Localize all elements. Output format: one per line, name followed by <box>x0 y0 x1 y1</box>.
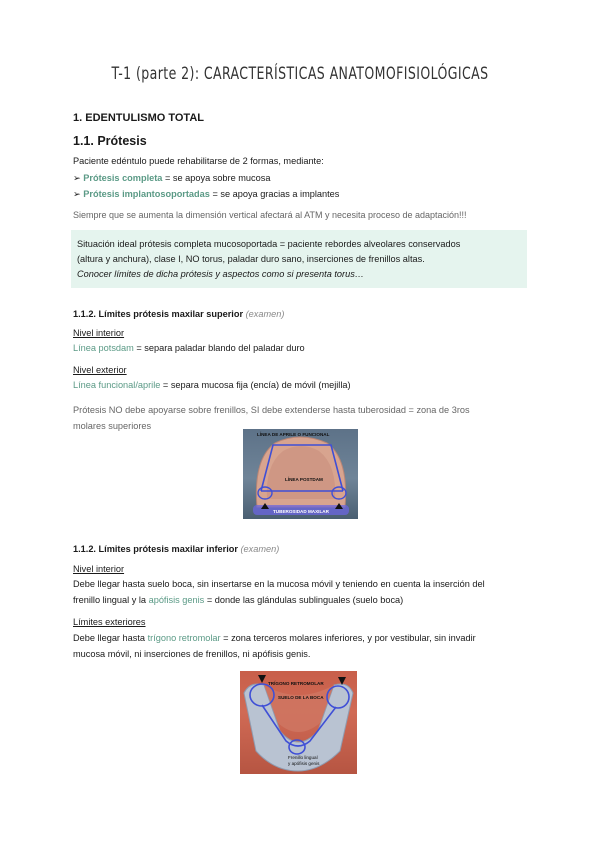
frenillos-note-line-2: molares superiores <box>73 421 152 431</box>
box-line-1: Situación ideal prótesis completa mucosoportada = paciente rebordes alveolares conservados <box>77 239 461 249</box>
bullet-protesis-implanto <box>73 188 339 200</box>
image-label-aprile: LÍNEA DE APRILE O FUNCIONAL <box>257 432 330 437</box>
nivel-interior-label: Nivel interior <box>73 328 125 338</box>
image-label-tuberosidad: TUBEROSIDAD MAXILAR <box>273 509 329 514</box>
term: trígono retromolar <box>147 633 221 643</box>
subsection-heading-protesis: 1.1. Prótesis <box>73 134 147 148</box>
text: = donde las glándulas sublinguales (suelo boca) <box>204 595 404 605</box>
section-heading-edentulismo: 1. EDENTULISMO TOTAL <box>73 112 204 124</box>
bullet-term: Prótesis implantosoportadas <box>83 189 210 199</box>
inferior-inner-line-1: Debe llegar hasta suelo boca, sin insertarse en la mucosa móvil y teniendo en cuenta la inserción del <box>73 579 485 589</box>
maxilar-superior-image <box>243 429 358 519</box>
linea-funcional-line <box>73 379 351 391</box>
arrow-bullet-icon: ➢ <box>73 189 81 199</box>
bullet-text: = se apoya gracias a implantes <box>209 189 340 199</box>
bullet-text: = se apoya sobre mucosa <box>162 173 271 183</box>
image-label-genis: y apófisis genis <box>288 761 320 766</box>
text: frenillo lingual y la <box>73 595 149 605</box>
frenillos-note-line-1: Prótesis NO debe apoyarse sobre frenillos, SI debe extenderse hasta tuberosidad = zona de 3ros <box>73 405 470 415</box>
arrow-bullet-icon: ➢ <box>73 173 81 183</box>
adaptation-note: Siempre que se aumenta la dimensión vertical afectará al ATM y necesita proceso de adaptación!!! <box>73 210 467 220</box>
bullet-protesis-completa <box>73 172 270 184</box>
box-line-2: (altura y anchura), clase I, NO torus, paladar duro sano, inserciones de frenillos altas. <box>77 254 425 264</box>
inferior-outer-line-1 <box>73 632 529 644</box>
image-label-frenillo: Frenillo lingual <box>288 755 318 760</box>
page-title: T-1 (parte 2): CARACTERÍSTICAS ANATOMOFISIOLÓGICAS <box>111 64 489 84</box>
term: Línea potsdam <box>73 343 134 353</box>
term: apófisis genis <box>148 595 205 605</box>
image-label-trigono: TRÍGONO RETROMOLAR <box>268 681 324 686</box>
box-line-3: Conocer límites de dicha prótesis y aspectos como si presenta torus… <box>77 269 364 279</box>
image-label-postdam: LÍNEA POSTDAM <box>285 477 323 482</box>
linea-potsdam-line <box>73 342 305 354</box>
heading-text: 1.1.2. Límites prótesis maxilar inferior <box>73 544 238 554</box>
exam-tag: (examen) <box>245 309 285 319</box>
heading-text: 1.1.2. Límites prótesis maxilar superior <box>73 309 244 319</box>
inferior-outer-line-2: mucosa móvil, ni inserciones de frenillos, ni apófisis genis. <box>73 649 311 659</box>
highlight-box <box>71 230 527 288</box>
term: Línea funcional/aprile <box>73 380 161 390</box>
nivel-interior-label-inf: Nivel interior <box>73 564 125 574</box>
heading-limites-inferior <box>73 544 279 554</box>
text: = zona terceros molares inferiores, y por vestibular, sin invadir <box>220 633 476 643</box>
limites-exteriores-label: Límites exteriores <box>73 617 146 627</box>
intro-text: Paciente edéntulo puede rehabilitarse de 2 formas, mediante: <box>73 156 324 166</box>
text: Debe llegar hasta <box>73 633 148 643</box>
text: = separa mucosa fija (encía) de móvil (mejilla) <box>160 380 351 390</box>
text: = separa paladar blando del paladar duro <box>133 343 305 353</box>
exam-tag: (examen) <box>240 544 280 554</box>
maxilar-inferior-image <box>240 671 357 774</box>
nivel-exterior-label: Nivel exterior <box>73 365 127 375</box>
heading-limites-superior <box>73 309 284 319</box>
bullet-term: Prótesis completa <box>83 173 163 183</box>
image-label-suelo: SUELO DE LA BOCA <box>278 695 324 700</box>
inferior-inner-line-2 <box>73 594 403 606</box>
maxilar-superior-illustration <box>243 429 358 519</box>
